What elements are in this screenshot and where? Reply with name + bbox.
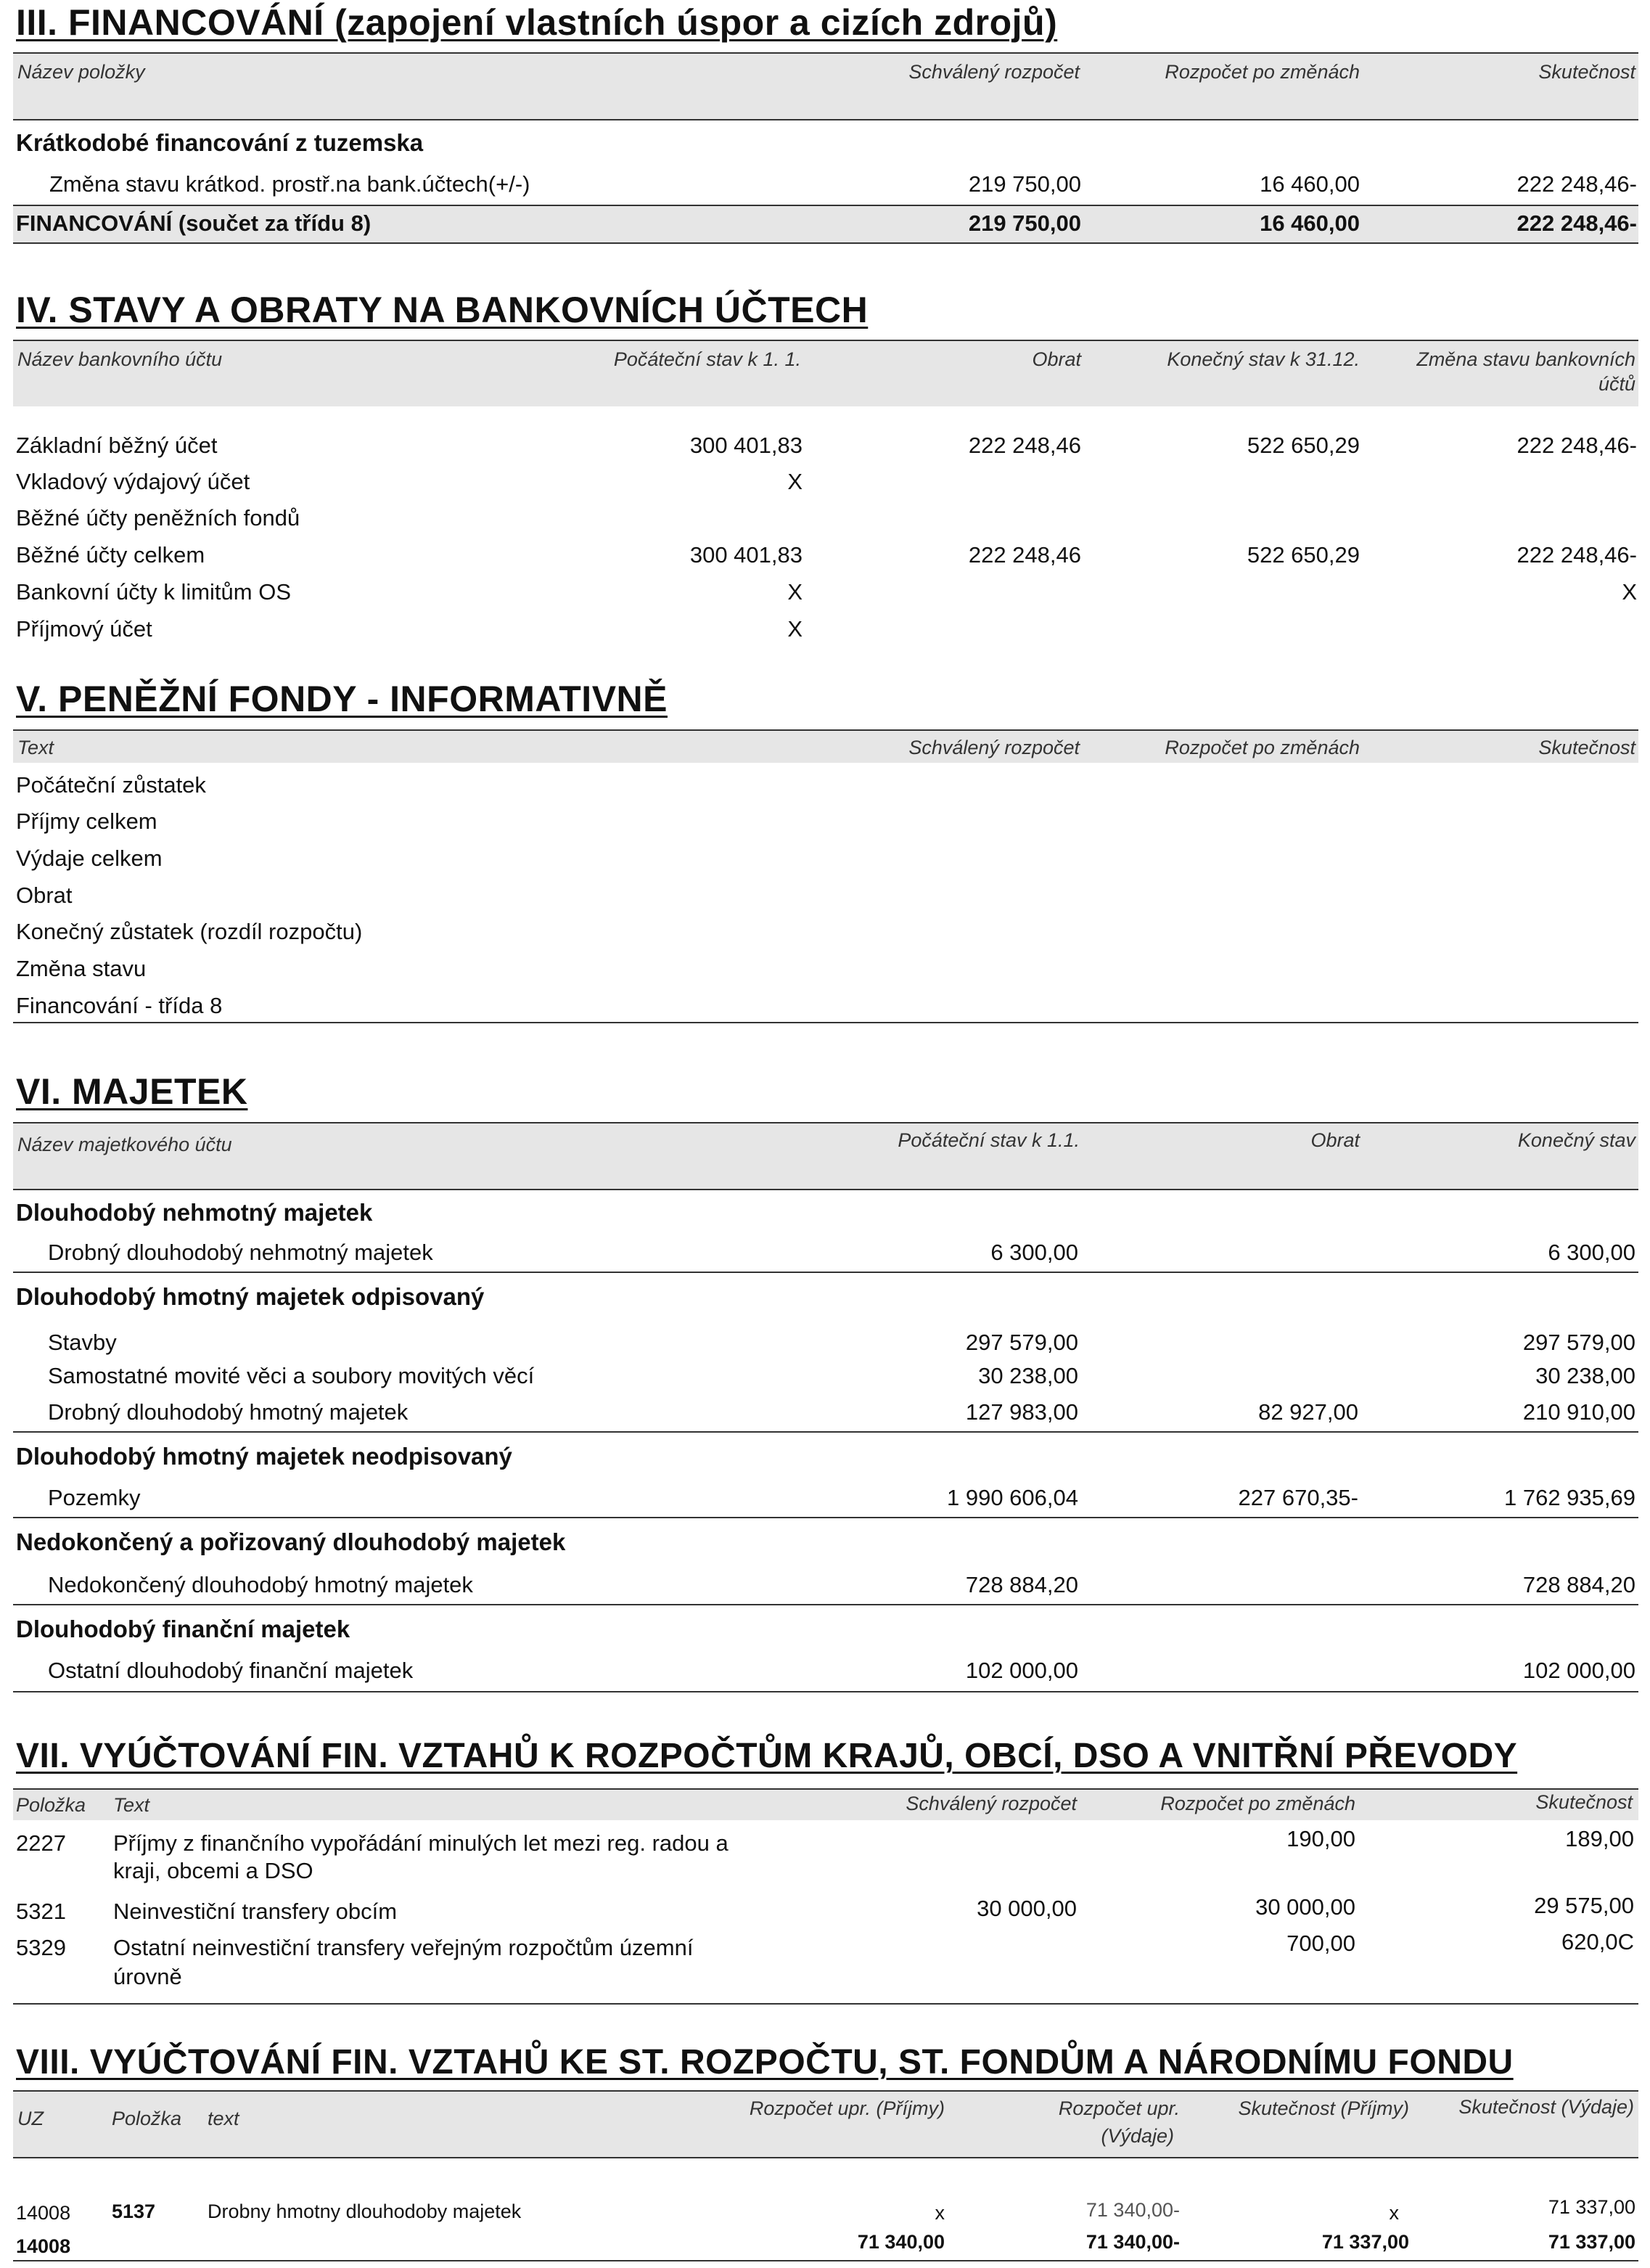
col-header: Text	[113, 1794, 150, 1816]
table-row: Pozemky 1 990 606,04 227 670,35- 1 762 935,69	[48, 1485, 1635, 1510]
divider	[13, 1272, 1638, 1273]
table-row: Vkladový výdajový účet X	[16, 469, 803, 494]
list-item: Příjmy celkem	[16, 808, 157, 834]
table-row: Samostatné movité věci a soubory movitých věcí 30 238,00 30 238,00	[48, 1363, 1635, 1388]
divider	[13, 1022, 1638, 1023]
col-header: Název majetkového účtu	[17, 1134, 232, 1155]
col-header: text	[208, 2108, 239, 2129]
table-row: Bankovní účty k limitům OS X X	[16, 579, 1637, 605]
col-header: Text	[17, 737, 54, 758]
col-header: Počáteční stav k 1.1.	[898, 1129, 1080, 1151]
section-iv-title: IV. STAVY A OBRATY NA BANKOVNÍCH ÚČTECH	[16, 290, 869, 330]
group-label: Nedokončený a pořizovaný dlouhodobý majetek	[16, 1528, 566, 1555]
table-row: Stavby 297 579,00 297 579,00	[48, 1330, 1635, 1355]
col-header: účtů	[1598, 373, 1635, 395]
section-iv-header	[13, 340, 1638, 406]
group-label: Dlouhodobý nehmotný majetek	[16, 1199, 373, 1226]
col-header: Skutečnost	[1538, 61, 1635, 83]
col-header: Rozpočet po změnách	[1160, 1793, 1355, 1814]
table-row: Drobný dlouhodobý nehmotný majetek 6 300,00 6 300,00	[48, 1240, 1635, 1265]
section-viii-title: VIII. VYÚČTOVÁNÍ FIN. VZTAHŮ KE ST. ROZPOČTU, ST. FONDŮM A NÁRODNÍMU FONDU	[16, 2043, 1514, 2081]
table-row: 5329 Ostatní neinvestiční transfery veřejným rozpočtům územní úrovně 700,00 620,0C	[16, 1929, 1634, 1989]
divider	[13, 2003, 1638, 2005]
table-row: Ostatní dlouhodobý finanční majetek 102 000,00 102 000,00	[48, 1658, 1635, 1683]
col-header: Počáteční stav k 1. 1.	[613, 348, 801, 370]
col-header: Obrat	[1310, 1129, 1360, 1151]
col-header: UZ	[17, 2108, 44, 2129]
list-item: Výdaje celkem	[16, 846, 163, 871]
col-header: Skutečnost	[1538, 737, 1635, 758]
section-iii-title: III. FINANCOVÁNÍ (zapojení vlastních úspor a cizích zdrojů)	[16, 2, 1058, 43]
list-item: Financování - třída 8	[16, 993, 223, 1018]
table-row: Příjmový účet X	[16, 616, 803, 642]
col-header: Schválený rozpočet	[908, 737, 1080, 758]
section-v-header	[13, 729, 1638, 763]
table-row: Drobný dlouhodobý hmotný majetek 127 983,00 82 927,00 210 910,00	[48, 1399, 1635, 1425]
section-vi-header	[13, 1122, 1638, 1190]
col-header: Položka	[16, 1794, 86, 1816]
col-header: Položka	[112, 2108, 182, 2129]
group-label: Krátkodobé financování z tuzemska	[16, 129, 424, 156]
table-row: 14008 5137 Drobny hmotny dlouhodoby majetek x 71 340,00- x 71 337,00	[16, 2196, 1635, 2224]
col-header: Obrat	[1032, 348, 1081, 370]
table-row: 2227 Příjmy z finančního vypořádání minulých let mezi reg. radou a kraji, obcemi a DSO 190,00 189,00	[16, 1826, 1634, 1883]
list-item: Změna stavu	[16, 956, 147, 981]
col-header: (Výdaje)	[1101, 2125, 1174, 2147]
table-row: Změna stavu krátkod. prostř.na bank.účtech(+/-) 219 750,00 16 460,00 222 248,46-	[49, 171, 1637, 197]
col-header: Rozpočet po změnách	[1165, 737, 1360, 758]
col-header: Skutečnost (Výdaje)	[1458, 2096, 1634, 2118]
section-iii-header	[13, 52, 1638, 120]
col-header: Změna stavu bankovních	[1416, 348, 1635, 370]
col-header: Název položky	[17, 61, 145, 83]
col-header: Konečný stav	[1517, 1129, 1635, 1151]
divider	[13, 1604, 1638, 1605]
col-header: Skutečnost	[1535, 1791, 1633, 1813]
section-v-title: V. PENĚŽNÍ FONDY - INFORMATIVNĚ	[16, 679, 668, 719]
total-row: FINANCOVÁNÍ (součet za třídu 8) 219 750,00 16 460,00 222 248,46-	[13, 205, 1638, 244]
divider	[13, 1517, 1638, 1518]
section-vii-title: VII. VYÚČTOVÁNÍ FIN. VZTAHŮ K ROZPOČTŮM KRAJŮ, OBCÍ, DSO A VNITŘNÍ PŘEVODY	[16, 1737, 1518, 1775]
group-label: Dlouhodobý hmotný majetek neodpisovaný	[16, 1443, 512, 1470]
table-row: 5321 Neinvestiční transfery obcím 30 000,00 30 000,00 29 575,00	[16, 1893, 1634, 1924]
group-label: Dlouhodobý finanční majetek	[16, 1616, 350, 1642]
section-viii-header	[13, 2090, 1638, 2158]
divider	[13, 1431, 1638, 1433]
divider	[13, 1691, 1638, 1692]
table-row: Nedokončený dlouhodobý hmotný majetek 728 884,20 728 884,20	[48, 1572, 1635, 1597]
section-vii-header	[13, 1788, 1638, 1820]
total-row: 14008 71 340,00 71 340,00- 71 337,00 71 337,00	[13, 2228, 1638, 2261]
col-header: Skutečnost (Příjmy)	[1238, 2097, 1409, 2119]
list-item: Konečný zůstatek (rozdíl rozpočtu)	[16, 919, 363, 944]
table-row: Běžné účty peněžních fondů	[16, 505, 300, 531]
col-header: Název bankovního účtu	[17, 348, 223, 370]
table-row: Běžné účty celkem 300 401,83 222 248,46 522 650,29 222 248,46-	[16, 542, 1637, 568]
col-header: Schválený rozpočet	[908, 61, 1080, 83]
list-item: Obrat	[16, 883, 73, 908]
col-header: Rozpočet upr. (Příjmy)	[749, 2097, 945, 2119]
list-item: Počáteční zůstatek	[16, 772, 206, 798]
table-row: Základní běžný účet 300 401,83 222 248,46 522 650,29 222 248,46-	[16, 433, 1637, 458]
section-vi-title: VI. MAJETEK	[16, 1071, 248, 1112]
col-header: Rozpočet po změnách	[1165, 61, 1360, 83]
col-header: Rozpočet upr.	[1058, 2097, 1180, 2119]
group-label: Dlouhodobý hmotný majetek odpisovaný	[16, 1283, 485, 1310]
col-header: Konečný stav k 31.12.	[1167, 348, 1360, 370]
col-header: Schválený rozpočet	[906, 1793, 1077, 1814]
